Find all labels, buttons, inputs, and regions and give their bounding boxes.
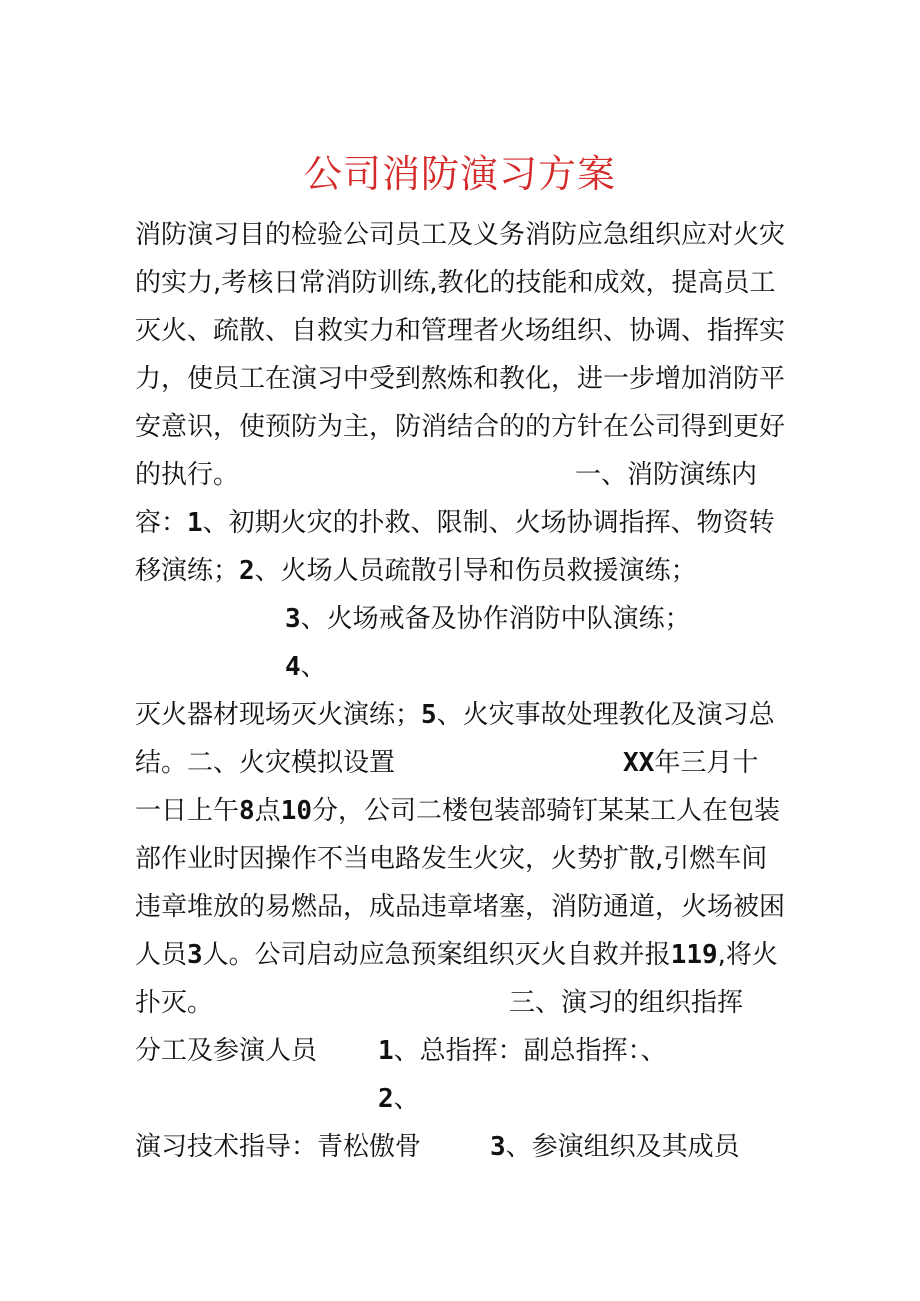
text-segment: 人员 — [135, 940, 188, 970]
text-segment: 力，使员工在演习中受到熬炼和教化，进一步增加消防平 — [135, 364, 786, 394]
list-number: 1 — [187, 508, 203, 538]
text-segment: 、参演组织及其成员 — [505, 1132, 740, 1162]
text-segment-group — [623, 740, 758, 786]
text-segment: 人。公司启动应急预案组织灭火自救并报 — [202, 940, 671, 970]
text-segment-group — [135, 500, 775, 546]
list-number: 5 — [421, 700, 437, 730]
text-segment: 违章堆放的易燃品，成品违章堵塞，消防通道，火场被困 — [135, 892, 786, 922]
text-segment-group — [135, 692, 775, 738]
text-segment: 容： — [135, 508, 188, 538]
text-segment-group — [490, 1124, 740, 1170]
text-segment-group — [285, 644, 327, 690]
trapped-count: 3 — [187, 940, 203, 970]
text-segment: 、总指挥：副总指挥：、 — [393, 1036, 667, 1066]
list-number: 3 — [285, 604, 301, 634]
text-segment: 、 — [393, 1084, 420, 1114]
text-segment: 演习技术指导：青松傲骨 — [135, 1132, 422, 1162]
text-segment: 点 — [254, 796, 281, 826]
text-segment: 灭火、疏散、自救实力和管理者火场组织、协调、指挥实 — [135, 316, 786, 346]
text-segment-group — [135, 932, 778, 978]
text-segment: ,将火 — [717, 940, 778, 970]
text-segment-group — [285, 596, 691, 642]
text-segment: 扑灭。 — [135, 988, 214, 1018]
section-heading-1: 一、消防演练内 — [575, 460, 758, 490]
text-segment: 、火灾事故处理教化及演习总 — [436, 700, 775, 730]
list-number: 1 — [378, 1036, 394, 1066]
text-segment: 分工及参演人员 — [135, 1036, 318, 1066]
text-segment: 年三月十 — [654, 748, 759, 778]
text-segment-group — [135, 788, 780, 834]
list-number: 3 — [490, 1132, 506, 1162]
text-segment: 、火场人员疏散引导和伤员救援演练； — [254, 556, 697, 586]
emergency-number: 119 — [670, 940, 718, 970]
text-segment: 、初期火灾的扑救、限制、火场协调指挥、物资转 — [202, 508, 775, 538]
text-segment: 分，公司二楼包装部骑钉某某工人在包装 — [312, 796, 781, 826]
text-segment: 一日上午 — [135, 796, 240, 826]
text-segment: 结。二、火灾模拟设置 — [135, 748, 396, 778]
document-title: 公司消防演习方案 — [303, 152, 616, 196]
hour-number: 8 — [239, 796, 255, 826]
text-segment: 移演练； — [135, 556, 240, 586]
text-segment: 安意识，使预防为主，防消结合的的方针在公司得到更好 — [135, 412, 786, 442]
list-number: 2 — [378, 1084, 394, 1114]
text-segment: 的实力,考核日常消防训练,教化的技能和成效，提高员工 — [135, 268, 776, 298]
text-segment-group — [378, 1028, 667, 1074]
list-number: 2 — [239, 556, 255, 586]
text-segment: 的执行。 — [135, 460, 240, 490]
section-heading-3: 三、演习的组织指挥 — [509, 988, 744, 1018]
text-segment: 、 — [300, 652, 327, 682]
text-segment: 、火场戒备及协作消防中队演练； — [300, 604, 691, 634]
text-segment-group — [378, 1076, 420, 1122]
text-segment: 灭火器材现场灭火演练； — [135, 700, 422, 730]
minute-number: 10 — [280, 796, 312, 826]
text-segment: 部作业时因操作不当电路发生火灾，火势扩散,引燃车间 — [135, 844, 768, 874]
year-placeholder: XX — [623, 748, 655, 778]
text-segment: 消防演习目的检验公司员工及义务消防应急组织应对火灾 — [135, 220, 786, 250]
text-segment-group — [135, 548, 697, 594]
list-number: 4 — [285, 652, 301, 682]
